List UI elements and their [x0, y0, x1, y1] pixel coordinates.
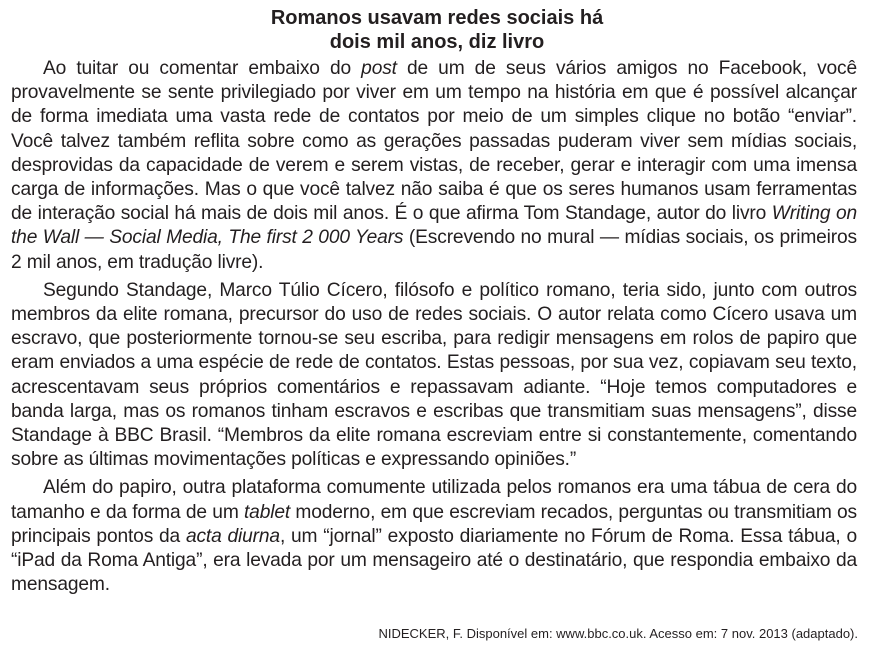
paragraph-1-text-a: Ao tuitar ou comentar embaixo do: [43, 58, 362, 79]
paragraph-2: Segundo Standage, Marco Túlio Cícero, filósofo e político romano, teria sido, junto com outros membros da elite romana, precursor do uso de redes sociais. O autor relata como Cícero usava um escravo, que posteriormente tornou-se seu escriba, para redigir mensagens em rolos de papiro que eram enviados a uma espécie de rede de contatos. Estas pessoas, por sua vez, copiavam seu texto, acrescentavam seus próprios comentários e repassavam adiante. “Hoje temos computadores e banda larga, mas os romanos tinham escravos e escribas que transmitiam suas mensagens”, disse Standage à BBC Brasil. “Membros da elite romana escreviam entre si constantemente, comentando sobre as últimas movimentações políticas e expressando opiniões.”: [11, 279, 857, 471]
article-title-line-2: dois mil anos, diz livro: [329, 31, 545, 53]
paragraph-3-text-b: moderno, em que escreviam recados, perguntas ou transmitiam os principais pontos da: [11, 501, 857, 547]
paragraph-1-italic-post: post: [361, 58, 397, 79]
article-title: [0, 6, 874, 54]
paragraph-3: [11, 476, 857, 597]
article-body: [11, 57, 857, 601]
paragraph-1-text-c: (Escrevendo no mural — mídias sociais, os primeiros 2 mil anos, em tradução livre).: [11, 227, 857, 273]
paragraph-3-italic-tablet: tablet: [244, 501, 291, 523]
paragraph-1: [11, 57, 857, 275]
paragraph-3-text-c: , um “jornal” exposto diariamente no Fórum de Roma. Essa tábua, o “iPad da Roma Antiga”, era levada por um mensageiro até o destinatário, que respondia embaixo da mensagem.: [11, 525, 857, 596]
paragraph-1-book-title: Writing on the Wall — Social Media, The first 2 000 Years: [11, 203, 857, 249]
paragraph-3-italic-acta-diurna: acta diurna: [185, 525, 280, 547]
article-title-line-1: Romanos usavam redes sociais há: [270, 7, 604, 29]
source-citation: NIDECKER, F. Disponível em: www.bbc.co.uk. Acesso em: 7 nov. 2013 (adaptado).: [378, 626, 858, 641]
paragraph-1-text-b: de um de seus vários amigos no Facebook, você provavelmente se sente privilegiado por viver em um tempo na história em que é possível alcançar de forma imediata uma vasta rede de contatos por meio de um simples clique no botão “enviar”. Você talvez também reflita sobre como as gerações passadas puderam viver sem mídias sociais, desprovidas da capacidade de verem e serem vistas, de receber, gerar e interagir com uma imensa carga de informações. Mas o que você talvez não saiba é que os seres humanos usam ferramentas de interação social há mais de dois mil anos. É o que afirma Tom Standage, autor do livro: [11, 58, 858, 225]
paragraph-3-text-a: Além do papiro, outra plataforma comumente utilizada pelos romanos era uma tábua de cera do tamanho e da forma de um: [11, 477, 857, 523]
